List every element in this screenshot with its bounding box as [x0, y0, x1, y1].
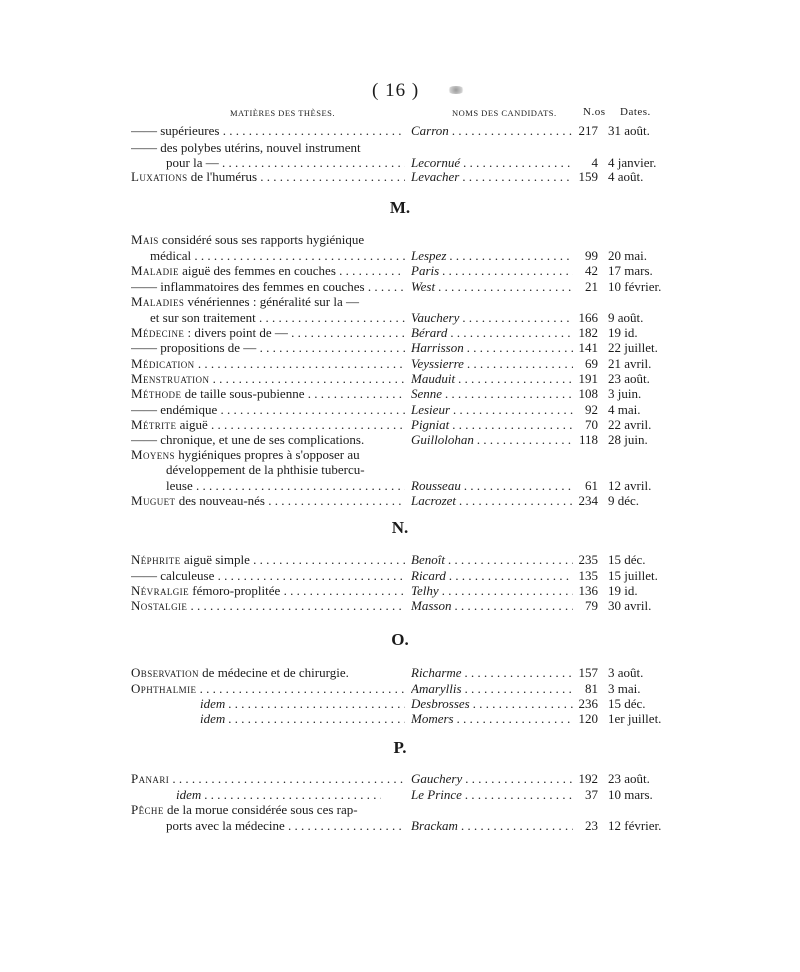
- entry-subject: [131, 801, 405, 818]
- entry-subject: [131, 231, 405, 248]
- entry-candidate: Lacrozet . . .: [411, 492, 573, 509]
- entry-number: 69: [585, 356, 598, 371]
- entry-number: 234: [578, 493, 598, 508]
- entry-keyword: Maladies: [131, 294, 185, 309]
- entry-subject-text: fémoro-proplitée: [188, 583, 281, 598]
- header-date: Dates.: [620, 106, 651, 118]
- entry-number: 182: [578, 325, 598, 340]
- entry-number: 235: [578, 552, 598, 567]
- entry-keyword: Observation: [131, 665, 199, 680]
- entry-keyword: Néphrite: [131, 552, 181, 567]
- entry-subject: leuse . . .: [166, 477, 405, 494]
- entry-candidate: Vauchery . . .: [411, 309, 573, 326]
- entry-subject: [131, 262, 405, 279]
- entry-number: 191: [578, 371, 598, 386]
- entry-candidate: Le Prince . . .: [411, 786, 573, 803]
- entry-subject: idem . . .: [200, 695, 405, 712]
- entry-row: [0, 168, 800, 185]
- entry-date: 21 avril.: [608, 356, 652, 371]
- entry-subject-text: hygiéniques propres à s'opposer au: [174, 447, 360, 462]
- entry-row: [0, 293, 800, 310]
- entry-number: 61: [585, 478, 598, 493]
- entry-subject-text: des nouveau-nés: [175, 493, 265, 508]
- entry-date: 1er juillet.: [608, 711, 662, 726]
- entry-row: [0, 770, 800, 787]
- entry-subject: pour la — . . .: [166, 154, 405, 171]
- entry-row: [0, 339, 800, 356]
- entry-keyword: Mais: [131, 232, 159, 247]
- entry-date: 12 avril.: [608, 478, 652, 493]
- entry-number: 136: [578, 583, 598, 598]
- entry-date: 15 déc.: [608, 696, 646, 711]
- entry-subject: —— inflammatoires des femmes en couches . . .: [131, 278, 405, 295]
- entry-number: 118: [578, 432, 598, 447]
- entry-number: 166: [578, 310, 598, 325]
- entry-date: 15 juillet.: [608, 568, 658, 583]
- entry-candidate: Bérard . . .: [411, 324, 573, 341]
- entry-subject: [131, 597, 405, 614]
- entry-keyword: Muguet: [131, 493, 176, 508]
- entry-date: 10 février.: [608, 279, 662, 294]
- entry-number: 92: [585, 402, 598, 417]
- entry-date: 4 janvier.: [608, 155, 657, 170]
- entry-date: 3 mai.: [608, 681, 641, 696]
- entry-date: 20 mai.: [608, 248, 647, 263]
- entry-date: 9 déc.: [608, 493, 640, 508]
- entry-subject: [131, 385, 405, 402]
- entry-subject-text: : divers point de —: [184, 325, 288, 340]
- entry-keyword: Panari: [131, 771, 170, 786]
- entry-date: 12 février.: [608, 818, 662, 833]
- entry-number: 141: [578, 340, 598, 355]
- ink-blot: [447, 86, 465, 94]
- entry-date: 3 août.: [608, 665, 644, 680]
- entry-candidate: Harrisson . . .: [411, 339, 573, 356]
- header-subject: MATIÈRES DES THÈSES.: [230, 108, 336, 118]
- entry-subject-text: de médecine et de chirurgie.: [198, 665, 349, 680]
- entry-date: 17 mars.: [608, 263, 653, 278]
- entry-date: 9 août.: [608, 310, 644, 325]
- entry-candidate: Gauchery . . .: [411, 770, 573, 787]
- entry-keyword: Névralgie: [131, 583, 189, 598]
- entry-candidate: Brackam . . .: [411, 817, 573, 834]
- header-number: N.os: [583, 106, 606, 118]
- entry-subject: [131, 293, 405, 310]
- entry-number: 120: [578, 711, 598, 726]
- entry-subject: et sur son traitement . . .: [150, 309, 405, 326]
- entry-subject: [131, 551, 405, 568]
- entry-subject: développement de la phthisie tubercu-: [166, 462, 365, 477]
- entry-number: 42: [585, 263, 598, 278]
- entry-candidate: Lespez . . .: [411, 247, 573, 264]
- entry-subject: [131, 770, 405, 787]
- entry-row: [0, 710, 800, 727]
- entry-candidate: Lecornué . . .: [411, 154, 573, 171]
- entry-keyword: Métrite: [131, 417, 177, 432]
- entry-keyword: Ophthalmie: [131, 681, 197, 696]
- entry-date: 3 juin.: [608, 386, 642, 401]
- entry-keyword: Menstruation: [131, 371, 210, 386]
- entry-row: [0, 664, 800, 681]
- entry-candidate: Masson . . .: [411, 597, 573, 614]
- entry-candidate: Lesieur . . .: [411, 401, 573, 418]
- entry-date: 19 id.: [608, 325, 638, 340]
- entry-date: 23 août.: [608, 371, 650, 386]
- entry-candidate: Carron . . .: [411, 122, 573, 139]
- entry-row: [0, 551, 800, 568]
- entry-number: 21: [585, 279, 598, 294]
- section-heading-m: M.: [389, 198, 411, 217]
- entry-subject-text: aiguë simple: [180, 552, 250, 567]
- entry-row: [0, 461, 800, 478]
- entry-number: 217: [578, 123, 598, 138]
- entry-subject-text: aiguë: [176, 417, 208, 432]
- entry-number: 70: [585, 417, 598, 432]
- entry-row: [0, 492, 800, 509]
- entry-number: 108: [578, 386, 598, 401]
- entry-number: 79: [585, 598, 598, 613]
- entry-row: [0, 262, 800, 279]
- entry-candidate: Veyssierre . . .: [411, 355, 573, 372]
- entry-keyword: Médication: [131, 356, 195, 371]
- entry-number: 37: [585, 787, 598, 802]
- entry-row: [0, 385, 800, 402]
- entry-candidate: Levacher . . .: [411, 168, 573, 185]
- entry-number: 135: [578, 568, 598, 583]
- entry-row: [0, 231, 800, 248]
- section-heading-n: N.: [391, 518, 409, 537]
- entry-keyword: Nostalgie: [131, 598, 188, 613]
- entry-date: 10 mars.: [608, 787, 653, 802]
- entry-keyword: Luxations: [131, 169, 188, 184]
- entry-subject: [131, 664, 405, 681]
- entry-candidate: Desbrosses . . .: [411, 695, 573, 712]
- entry-number: 23: [585, 818, 598, 833]
- entry-candidate: Rousseau . . .: [411, 477, 573, 494]
- entry-row: [0, 597, 800, 614]
- entry-keyword: Médecine: [131, 325, 185, 340]
- entry-candidate: Benoît . . .: [411, 551, 573, 568]
- entry-candidate: Ricard . . .: [411, 567, 573, 584]
- entry-date: 4 mai.: [608, 402, 641, 417]
- entry-subject: —— endémique . . .: [131, 401, 405, 418]
- entry-subject: [131, 168, 405, 185]
- entry-candidate: Richarme . . .: [411, 664, 573, 681]
- section-heading-o: O.: [391, 630, 409, 649]
- entry-candidate: Pigniat . . .: [411, 416, 573, 433]
- entry-number: 4: [591, 155, 598, 170]
- entry-candidate: Telhy . . .: [411, 582, 573, 599]
- entry-subject-text: aiguë des femmes en couches: [178, 263, 336, 278]
- entry-candidate: Paris . . .: [411, 262, 573, 279]
- entry-candidate: Amaryllis . . .: [411, 680, 573, 697]
- entry-date: 15 déc.: [608, 552, 646, 567]
- entry-row: [0, 801, 800, 818]
- entry-row: [0, 817, 800, 834]
- entry-number: 192: [578, 771, 598, 786]
- entry-subject-text: de taille sous-pubienne: [181, 386, 305, 401]
- entry-date: 22 juillet.: [608, 340, 658, 355]
- entry-date: 19 id.: [608, 583, 638, 598]
- entry-subject: —— supérieures . . .: [131, 122, 405, 139]
- entry-date: 23 août.: [608, 771, 650, 786]
- section-heading-p: P.: [393, 738, 407, 757]
- entry-candidate: Momers . . .: [411, 710, 573, 727]
- entry-subject-text: considéré sous ses rapports hygiénique: [158, 232, 365, 247]
- entry-keyword: Pêche: [131, 802, 164, 817]
- entry-number: 81: [585, 681, 598, 696]
- entry-subject: idem . . .: [200, 710, 405, 727]
- entry-subject: —— propositions de — . . .: [131, 339, 405, 356]
- entry-row: [0, 122, 800, 139]
- header-candidate: NOMS DES CANDIDATS.: [452, 108, 557, 118]
- entry-keyword: Méthode: [131, 386, 182, 401]
- entry-candidate: West . . .: [411, 278, 573, 295]
- entry-number: 159: [578, 169, 598, 184]
- entry-subject-text: de l'humérus: [187, 169, 258, 184]
- entry-subject: médical . . .: [150, 247, 405, 264]
- entry-date: 22 avril.: [608, 417, 652, 432]
- entry-keyword: Maladie: [131, 263, 179, 278]
- entry-date: 31 août.: [608, 123, 650, 138]
- entry-date: 28 juin.: [608, 432, 648, 447]
- entry-date: 30 avril.: [608, 598, 652, 613]
- entry-number: 99: [585, 248, 598, 263]
- entry-candidate: Guillolohan . . .: [411, 431, 573, 448]
- entry-date: 4 août.: [608, 169, 644, 184]
- entry-subject-text: de la morue considérée sous ces rap-: [163, 802, 358, 817]
- entry-number: 157: [578, 665, 598, 680]
- entry-keyword: Moyens: [131, 447, 175, 462]
- entry-subject-text: vénériennes : généralité sur la —: [184, 294, 359, 309]
- entry-subject: —— chronique, et une de ses complications.: [131, 432, 365, 447]
- entry-number: 236: [578, 696, 598, 711]
- entry-subject: —— des polybes utérins, nouvel instrument: [131, 140, 361, 155]
- entry-subject: —— calculeuse . . .: [131, 567, 405, 584]
- entry-candidate: Mauduit . . .: [411, 370, 573, 387]
- page-number: ( 16 ): [372, 80, 420, 101]
- entry-subject: [131, 492, 405, 509]
- entry-candidate: Senne . . .: [411, 385, 573, 402]
- entry-subject: idem . . .: [176, 786, 381, 803]
- entry-subject: ports avec la médecine . . .: [166, 817, 405, 834]
